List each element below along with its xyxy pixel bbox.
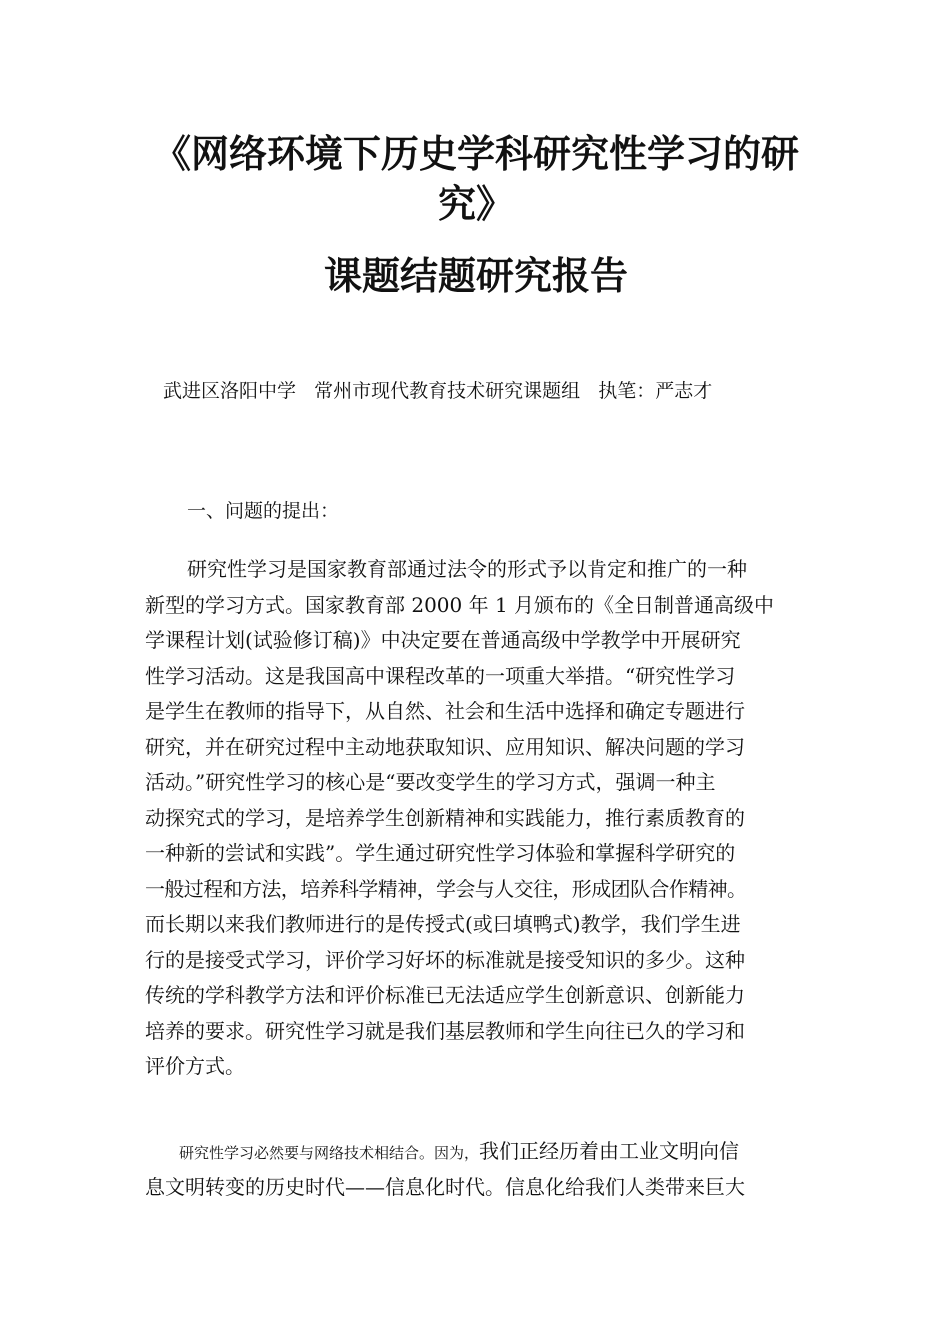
paragraph-line: 评价方式。 [145,1054,245,1078]
section-heading: 一、问题的提出： [187,500,340,522]
paragraph-line-rest: 我们正经历着由工业文明向信 [479,1139,740,1163]
document-title-line-2: 究》 [437,181,514,226]
body-paragraph-2 [145,1134,825,1205]
paragraph-line: 是学生在教师的指导下，从自然、社会和生活中选择和确定专题进行 [145,699,745,723]
document-title-line-1: 《网络环境下历史学科研究性学习的研 [152,131,799,176]
paragraph-line: 活动。”研究性学习的核心是“要改变学生的学习方式，强调一种主 [145,770,716,794]
paragraph-line: 息文明转变的历史时代——信息化时代。信息化给我们人类带来巨大 [145,1174,745,1199]
document-subtitle: 课题结题研究报告 [323,253,628,298]
paragraph-line: 一种新的尝试和实践”。学生通过研究性学习体验和掌握科学研究的 [145,841,736,865]
paragraph-line: 培养的要求。研究性学习就是我们基层教师和学生向往已久的学习和 [145,1018,745,1043]
paragraph-line: 传统的学科教学方法和评价标准已无法适应学生创新意识、创新能力 [145,983,745,1007]
paragraph-line: 行的是接受式学习，评价学习好坏的标准就是接受知识的多少。这种 [145,947,745,972]
paragraph-line: 研究性学习是国家教育部通过法令的形式予以肯定和推广的一种 [187,557,747,581]
paragraph-line: 而长期以来我们教师进行的是传授式(或曰填鸭式)教学，我们学生进 [145,912,741,936]
paragraph-line: 性学习活动。这是我国高中课程改革的一项重大举措。“研究性学习 [145,663,736,688]
paragraph-line: 学课程计划(试验修订稿)》中决定要在普通高级中学教学中开展研究 [145,628,741,652]
paragraph-line [145,1134,825,1170]
paragraph-line: 研究，并在研究过程中主动地获取知识、应用知识、解决问题的学习 [145,734,745,759]
paragraph-line: 动探究式的学习，是培养学生创新精神和实践能力，推行素质教育的 [145,805,745,830]
paragraph-line: 一般过程和方法，培养科学精神，学会与人交往，形成团队合作精神。 [145,876,747,901]
body-paragraph-1 [145,552,825,1085]
paragraph-line: 新型的学习方式。国家教育部 2000 年 1 月颁布的《全日制普通高级中 [145,592,775,617]
author-byline: 武进区洛阳中学 常州市现代教育技术研究课题组 执笔：严志才 [163,380,713,402]
paragraph-lead-text: 研究性学习必然要与网络技术相结合。因为， [179,1144,480,1162]
